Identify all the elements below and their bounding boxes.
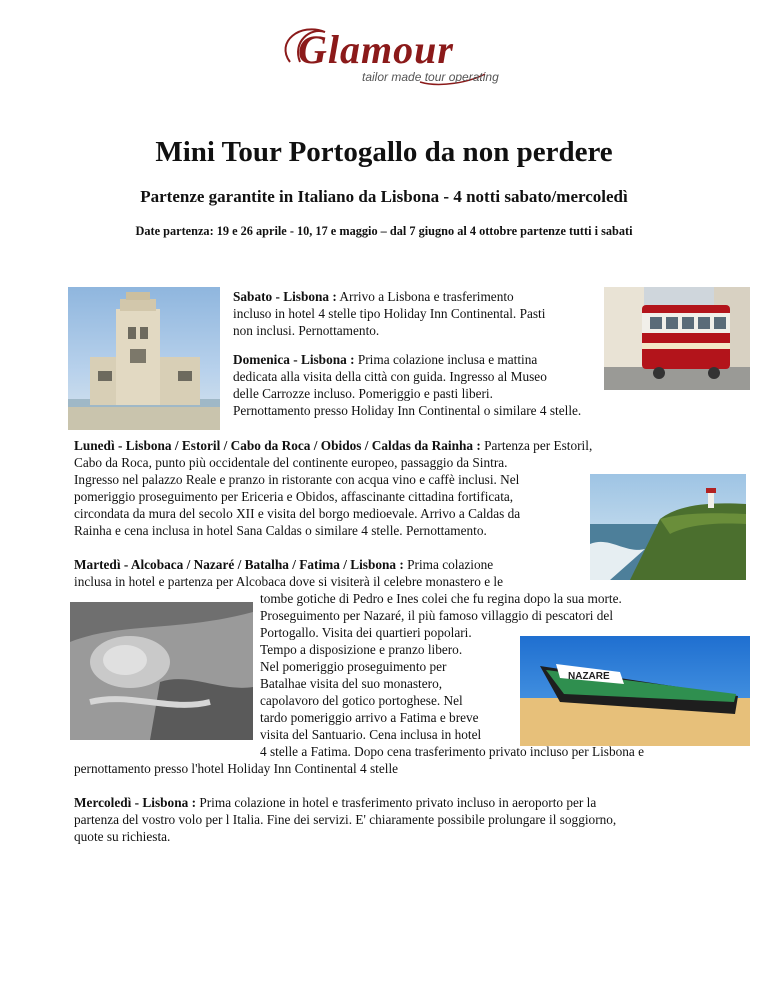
logo-wordmark: Glamour bbox=[298, 27, 454, 72]
martedi-text-7: Nel pomeriggio proseguimento per bbox=[260, 659, 447, 674]
lunedi-text-5: circondata da mura del secolo XII e visita del borgo medioevale. Arrivo a Caldas da bbox=[74, 506, 521, 521]
cabo-da-roca-photo bbox=[590, 474, 746, 580]
domenica-text-2: dedicata alla visita della città con guida. Ingresso al Museo bbox=[233, 369, 547, 384]
mercoledi-text-2: partenza del vostro volo per l Italia. Fine dei servizi. E' chiaramente possibile prolungare il soggiorno, bbox=[74, 812, 617, 827]
mercoledi-line-1 bbox=[74, 794, 596, 811]
martedi-text-8: Batalhae visita del suo monastero, bbox=[260, 676, 443, 691]
mercoledi-heading: Mercoledì - Lisbona : bbox=[74, 795, 197, 810]
martedi-text-10: tardo pomeriggio arrivo a Fatima e breve bbox=[260, 710, 479, 725]
domenica-text-4: Pernottamento presso Holiday Inn Continental o similare 4 stelle. bbox=[233, 403, 582, 418]
cliff-illustration bbox=[590, 474, 746, 580]
domenica-text-3: delle Carrozze incluso. Pomeriggio e pasti liberi. bbox=[233, 386, 493, 401]
sabato-text-3: non inclusi. Pernottamento. bbox=[233, 323, 380, 338]
lunedi-heading: Lunedì - Lisbona / Estoril / Cabo da Roca / Obidos / Caldas da Rainha : bbox=[74, 438, 481, 453]
lunedi-text-4: pomeriggio proseguimento per Ericeria e Obidos, affascinante cittadina fortificata, bbox=[74, 489, 514, 504]
lunedi-text-2: Cabo da Roca, punto più occidentale del continente europeo, passaggio da Sintra. bbox=[74, 455, 508, 470]
belem-tower-illustration bbox=[68, 287, 220, 430]
belem-tower-photo bbox=[68, 287, 220, 430]
martedi-text-11: visita del Santuario. Cena inclusa in hotel bbox=[260, 727, 482, 742]
lisbon-tram-photo bbox=[604, 287, 750, 390]
alcobaca-tomb-photo bbox=[70, 602, 253, 740]
martedi-text-13: pernottamento presso l'hotel Holiday Inn Continental 4 stelle bbox=[74, 761, 399, 776]
martedi-text-4: Proseguimento per Nazaré, il più famoso villaggio di pescatori del bbox=[260, 608, 614, 623]
martedi-text-2: inclusa in hotel e partenza per Alcobaca dove si visiterà il celebre monastero e le bbox=[74, 574, 504, 589]
lunedi-text-1: Partenza per Estoril, bbox=[480, 438, 593, 453]
lunedi-line-1 bbox=[74, 437, 592, 454]
lunedi-text-6: Rainha e cena inclusa in hotel Sana Caldas o similare 4 stelle. Pernottamento. bbox=[74, 523, 487, 538]
sabato-text-2: incluso in hotel 4 stelle tipo Holiday Inn Continental. Pasti bbox=[233, 306, 546, 321]
martedi-text-6: Tempo a disposizione e pranzo libero. bbox=[260, 642, 463, 657]
tram-illustration bbox=[604, 287, 750, 390]
page-title: Mini Tour Portogallo da non perdere bbox=[155, 136, 613, 168]
sabato-line-1 bbox=[233, 288, 514, 305]
logo-tagline: tailor made tour operating bbox=[362, 70, 499, 84]
martedi-text-3: tombe gotiche di Pedro e Ines colei che fu regina dopo la sua morte. bbox=[260, 591, 622, 606]
sabato-heading: Sabato - Lisbona : bbox=[233, 289, 337, 304]
tomb-illustration bbox=[70, 602, 253, 740]
martedi-text-12: 4 stelle a Fatima. Dopo cena trasferimento privato incluso per Lisbona e bbox=[260, 744, 645, 759]
departure-dates: Date partenza: 19 e 26 aprile - 10, 17 e maggio – dal 7 giugno al 4 ottobre partenze tutti i sabati bbox=[135, 224, 633, 238]
domenica-heading: Domenica - Lisbona : bbox=[233, 352, 355, 367]
page-subtitle: Partenze garantite in Italiano da Lisbona - 4 notti sabato/mercoledì bbox=[140, 187, 628, 206]
martedi-text-1: Prima colazione bbox=[403, 557, 494, 572]
domenica-text-1: Prima colazione inclusa e mattina bbox=[354, 352, 538, 367]
domenica-line-1 bbox=[233, 351, 537, 368]
martedi-heading: Martedì - Alcobaca / Nazaré / Batalha / Fatima / Lisbona : bbox=[74, 557, 404, 572]
boat-illustration bbox=[520, 636, 750, 746]
martedi-text-5: Portogallo. Visita dei quartieri popolari. bbox=[260, 625, 472, 640]
martedi-text-9: capolavoro del gotico portoghese. Nel bbox=[260, 693, 463, 708]
lunedi-text-3: Ingresso nel palazzo Reale e pranzo in ristorante con acqua vino e caffè inclusi. Nel bbox=[74, 472, 520, 487]
sabato-text-1: Arrivo a Lisbona e trasferimento bbox=[336, 289, 514, 304]
martedi-line-1 bbox=[74, 556, 493, 573]
glamour-logo bbox=[270, 22, 500, 92]
mercoledi-text-1: Prima colazione in hotel e trasferimento privato incluso in aeroporto per la bbox=[196, 795, 597, 810]
mercoledi-text-3: quote su richiesta. bbox=[74, 829, 171, 844]
nazare-boat-photo bbox=[520, 636, 750, 746]
boat-name-text: NAZARE bbox=[568, 671, 610, 682]
